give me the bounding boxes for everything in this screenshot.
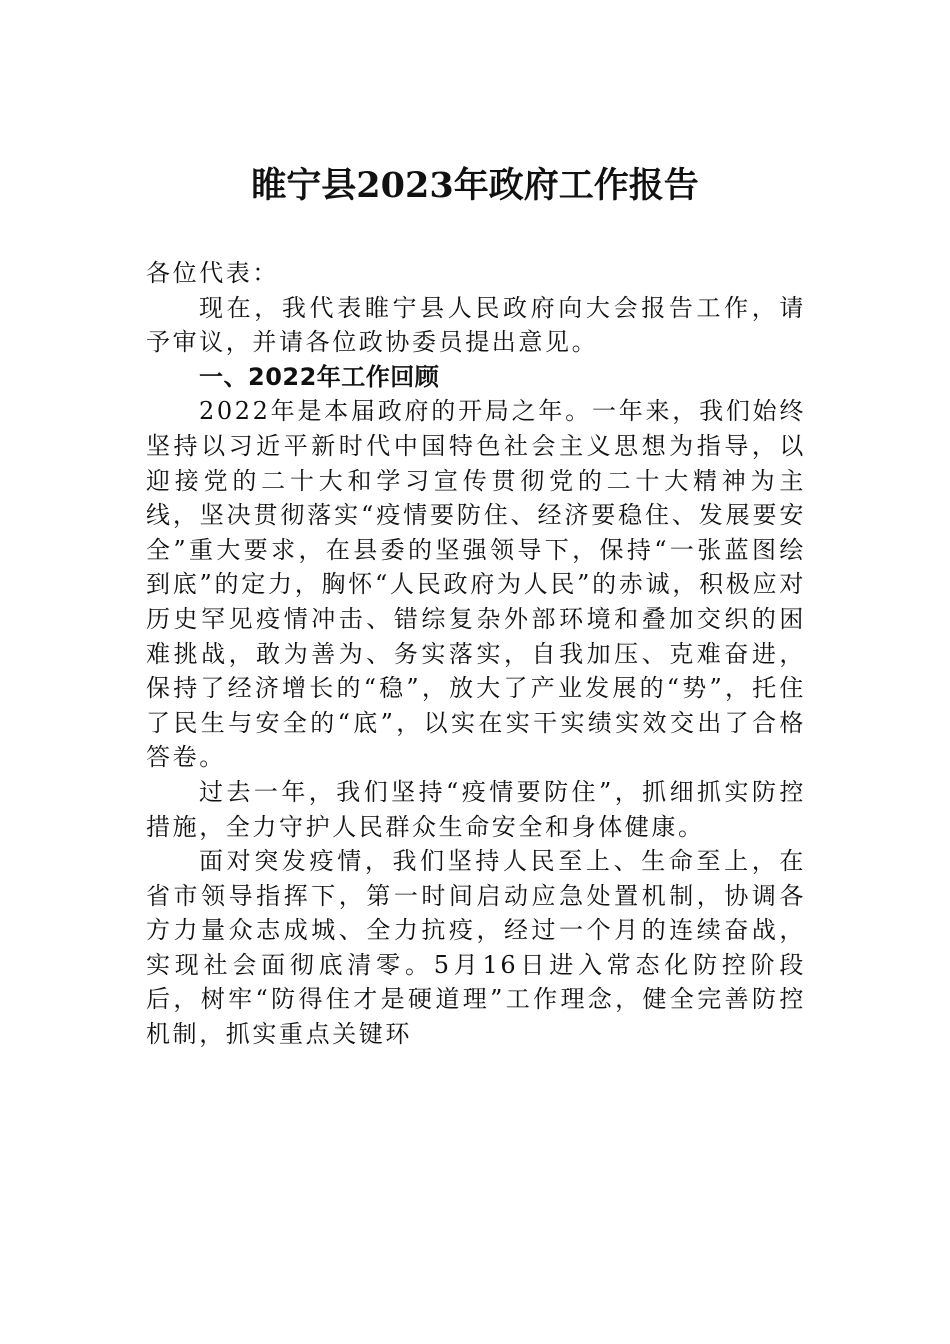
document-title: 睢宁县2023年政府工作报告 (251, 165, 699, 206)
paragraph-epidemic-response: 面对突发疫情，我们坚持人民至上、生命至上，在省市领导指挥下，第一时间启动应急处置机制，协调各方力量众志成城、全力抗疫，经过一个月的连续奋战，实现社会面彻底清零。5月16日进入常态化防控阶段后，树牢“防得住才是硬道理”工作理念，健全完善防控机制，抓实重点关键环 (146, 847, 806, 1049)
paragraph-epidemic-summary: 过去一年，我们坚持“疫情要防住”，抓细抓实防控措施，全力守护人民群众生命安全和身体健康。 (146, 777, 806, 841)
document-body (146, 256, 806, 1052)
section-heading: 一、2022年工作回顾 (199, 362, 440, 391)
intro-paragraph: 现在，我代表睢宁县人民政府向大会报告工作，请予审议，并请各位政协委员提出意见。 (146, 293, 806, 357)
paragraph-overview: 2022年是本届政府的开局之年。一年来，我们始终坚持以习近平新时代中国特色社会主义思想为指导，以迎接党的二十大和学习宣传贯彻党的二十大精神为主线，坚决贯彻落实“疫情要防住、经济要稳住、发展要安全”重大要求，在县委的坚强领导下，保持“一张蓝图绘到底”的定力，胸怀“人民政府为人民”的赤诚，积极应对历史罕见疫情冲击、错综复杂外部环境和叠加交织的困难挑战，敢为善为、务实落实，自我加压、克难奋进，保持了经济增长的“稳”，放大了产业发展的“势”，托住了民生与安全的“底”，以实在实干实绩实效交出了合格答卷。 (146, 397, 806, 772)
salutation: 各位代表： (146, 259, 279, 287)
